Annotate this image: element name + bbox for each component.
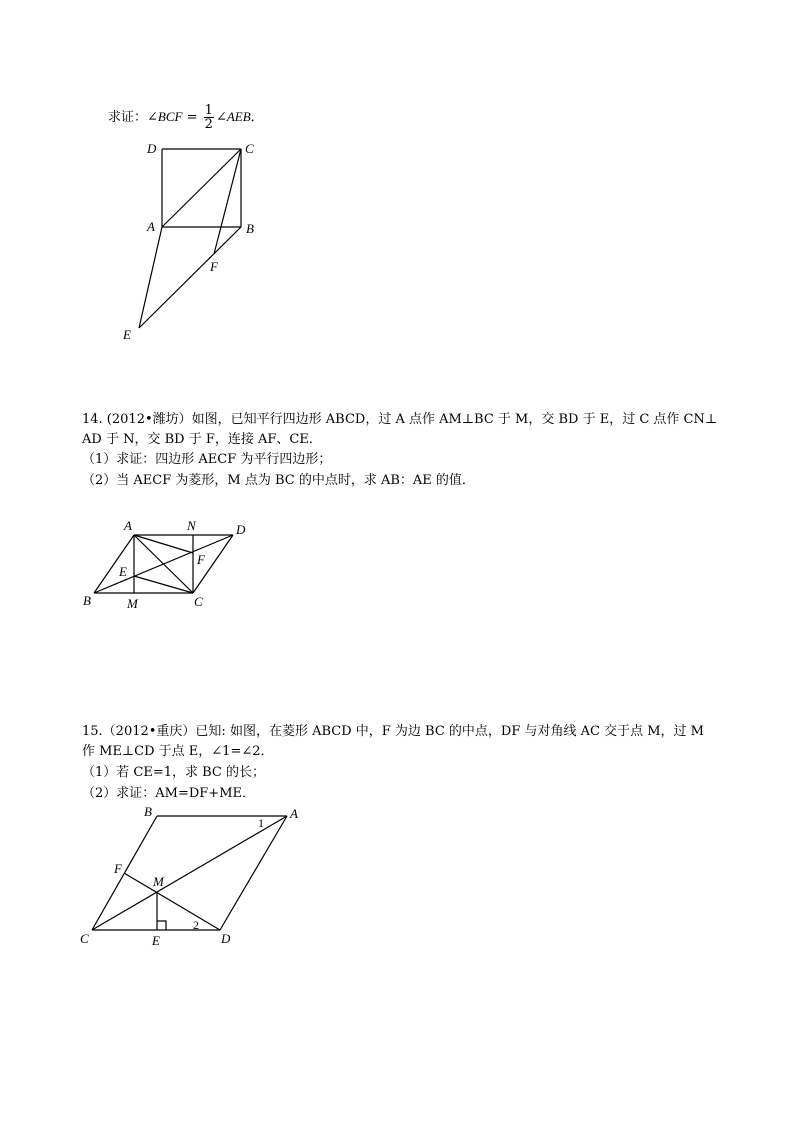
q15-label-B: B [144,804,152,819]
q13-label-B: B [246,221,254,236]
q15-line-2: 作 ME⊥CD 于点 E，∠1=∠2． [82,744,274,759]
q14-line-2: AD 于 N，交 BD 于 F，连接 AF、CE． [82,432,322,447]
q15-label-F: F [114,861,122,876]
q14-segment-BD [94,535,233,593]
q15-label-angle2: 2 [193,918,199,932]
q14-label-M: M [127,596,138,611]
q15-label-E: E [152,933,160,948]
q15-line-1: 15.（2012•重庆）已知: 如图，在菱形 ABCD 中，F 为边 BC 的中点，DF 与对角线 AC 交于点 M，过 M [82,724,704,739]
q14-segment-AF [134,535,193,553]
q15-segment-AC [92,816,287,930]
q14-part-2: （2）当 AECF 为菱形，M 点为 BC 的中点时，求 AB：AE 的值． [82,473,475,488]
q15-label-C: C [80,931,89,946]
q13-frac-den: 2 [204,117,213,132]
q15-part-1: （1）若 CE=1，求 BC 的长； [82,765,266,780]
q14-label-D: D [236,522,246,537]
q13-segment-AC [162,149,241,227]
q14-segment-DC [193,535,233,593]
q15-segment-FD [124,873,220,930]
q13-lhs: ∠BCF [147,109,183,124]
q13-fraction [204,104,214,131]
q13-segment-BE [139,227,241,328]
q13-rhs: ∠AEB [215,109,251,124]
q15-label-M: M [153,874,164,889]
q15-label-D: D [221,931,231,946]
q15-label-A: A [290,806,298,821]
q14-segment-AB [94,535,134,593]
q13-label-A: A [147,219,155,234]
q13-segment-CF [214,149,241,254]
q15-right-angle-mark [157,921,166,930]
q14-label-A: A [124,518,132,533]
q13-frac-num: 1 [204,103,213,118]
q14-part-1: （1）求证：四边形 AECF 为平行四边形； [82,452,332,467]
q15-label-angle1: 1 [258,816,264,830]
q15-part-2: （2）求证：AM=DF+ME． [82,786,255,801]
q14-line-1: 14. (2012•潍坊）如图，已知平行四边形 ABCD，过 A 点作 AM⊥BC 于 M，交 BD 于 E，过 C 点作 CN⊥ [82,412,718,427]
q14-label-N: N [187,518,196,533]
q13-equals: = [186,110,198,125]
q13-label-C: C [245,141,254,156]
q15-segment-AD [220,816,287,930]
q15-segment-BC [92,816,157,930]
q13-prove-prefix: 求证： [108,110,148,125]
q13-prove-statement [108,104,264,131]
q14-label-B: B [83,593,91,608]
q14-segment-AC [134,535,193,593]
q13-label-E: E [123,327,131,342]
q14-label-F: F [197,552,205,567]
q14-label-C: C [194,594,203,609]
q13-segment-AE [139,227,162,328]
q13-end: ． [250,110,264,125]
q14-label-E: E [119,564,127,579]
q13-label-F: F [210,259,218,274]
q14-segment-EC [134,576,193,593]
q13-label-D: D [147,141,157,156]
